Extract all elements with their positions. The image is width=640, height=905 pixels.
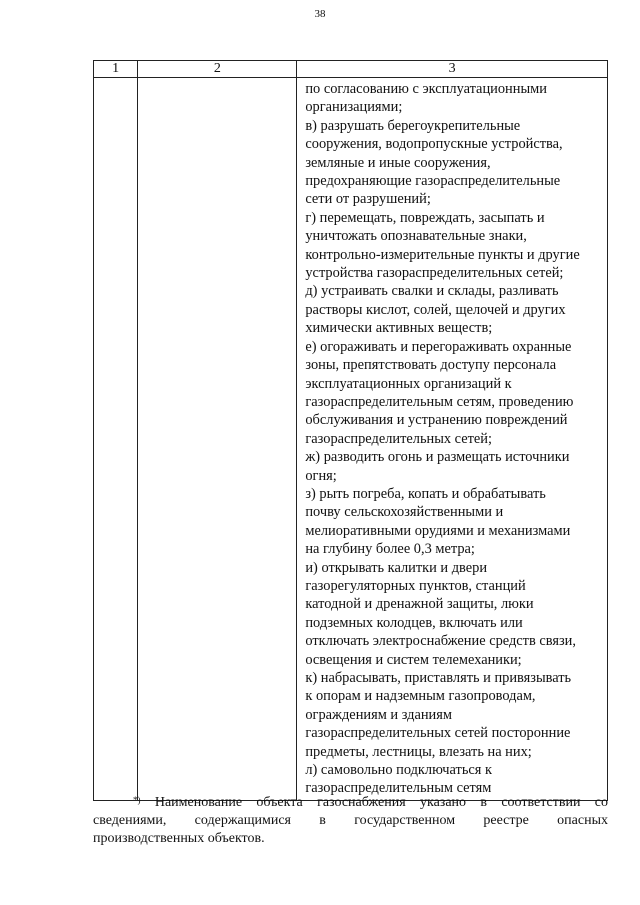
text-line: химически активных веществ; xyxy=(305,320,493,337)
text-line: е) огораживать и перегораживать охранные xyxy=(305,338,572,355)
restrictions-text xyxy=(297,78,607,800)
cell-col-3 xyxy=(297,78,608,801)
text-line: з) рыть погреба, копать и обрабатывать xyxy=(305,485,546,502)
text-line: огня; xyxy=(305,467,337,484)
text-line: ж) разводить огонь и размещать источники xyxy=(305,449,570,466)
text-line: ограждениям и зданиям xyxy=(305,706,452,723)
text-line: на глубину более 0,3 метра; xyxy=(305,541,475,558)
footnote xyxy=(93,794,608,848)
cell-col-1 xyxy=(94,78,138,801)
text-line: газораспределительных сетей посторонние xyxy=(305,725,571,742)
text-line: по согласованию с эксплуатационными xyxy=(305,81,547,97)
text-line: организациями; xyxy=(305,99,403,116)
text-line: почву сельскохозяйственными и xyxy=(305,504,504,521)
text-line: к опорам и надземным газопроводам, xyxy=(305,688,536,705)
text-line: контрольно-измерительные пункты и другие xyxy=(305,246,580,263)
text-line: газораспределительным сетям, проведению xyxy=(305,393,574,410)
text-line: и) открывать калитки и двери xyxy=(305,559,488,576)
text-line: газорегуляторных пунктов, станций xyxy=(305,577,526,594)
header-col-1: 1 xyxy=(94,61,138,78)
text-line: л) самовольно подключаться к xyxy=(305,762,493,779)
text-line: сооружения, водопропускные устройства, xyxy=(305,136,563,153)
text-line: зоны, препятствовать доступу персонала xyxy=(305,357,557,374)
table-header-row xyxy=(94,61,608,78)
text-line: г) перемещать, повреждать, засыпать и xyxy=(305,209,545,226)
text-line: мелиоративными орудиями и механизмами xyxy=(305,522,571,539)
page-number: 38 xyxy=(314,8,326,20)
text-line: газораспределительных сетей; xyxy=(305,430,493,447)
text-line: предметы, лестницы, влезать на них; xyxy=(305,743,532,760)
footnote-marker: *) xyxy=(133,795,141,805)
text-line: газораспределительным сетям xyxy=(305,780,492,797)
footnote-line: производственных объектов. xyxy=(93,831,265,846)
table-row xyxy=(94,78,608,801)
text-line: растворы кислот, солей, щелочей и других xyxy=(305,301,566,318)
header-col-3: 3 xyxy=(297,61,608,78)
text-line: подземных колодцев, включать или xyxy=(305,614,523,631)
text-line: предохраняющие газораспределительные xyxy=(305,173,561,190)
document-table xyxy=(93,60,608,801)
text-line: уничтожать опознавательные знаки, xyxy=(305,228,527,245)
text-line: катодной и дренажной защиты, люки xyxy=(305,596,534,613)
text-line: земляные и иные сооружения, xyxy=(305,154,491,171)
text-line: обслуживания и устранению повреждений xyxy=(305,412,568,429)
text-line: к) набрасывать, приставлять и привязывать xyxy=(305,670,572,686)
text-line: в) разрушать берегоукрепительные xyxy=(305,117,521,134)
footnote-line: *) Наименование объекта газоснабжения указано в соответствии со xyxy=(133,795,608,810)
cell-col-2 xyxy=(138,78,297,801)
header-col-2: 2 xyxy=(138,61,297,78)
text-line: д) устраивать свалки и склады, разливать xyxy=(305,283,559,300)
text-line: освещения и систем телемеханики; xyxy=(305,651,522,668)
text-line: отключать электроснабжение средств связи, xyxy=(305,633,576,650)
footnote-line: сведениями, содержащимися в государственном реестре опасных xyxy=(93,813,608,828)
text-line: эксплуатационных организаций к xyxy=(305,375,512,392)
text-line: сети от разрушений; xyxy=(305,191,431,208)
text-line: устройства газораспределительных сетей; xyxy=(305,265,564,282)
